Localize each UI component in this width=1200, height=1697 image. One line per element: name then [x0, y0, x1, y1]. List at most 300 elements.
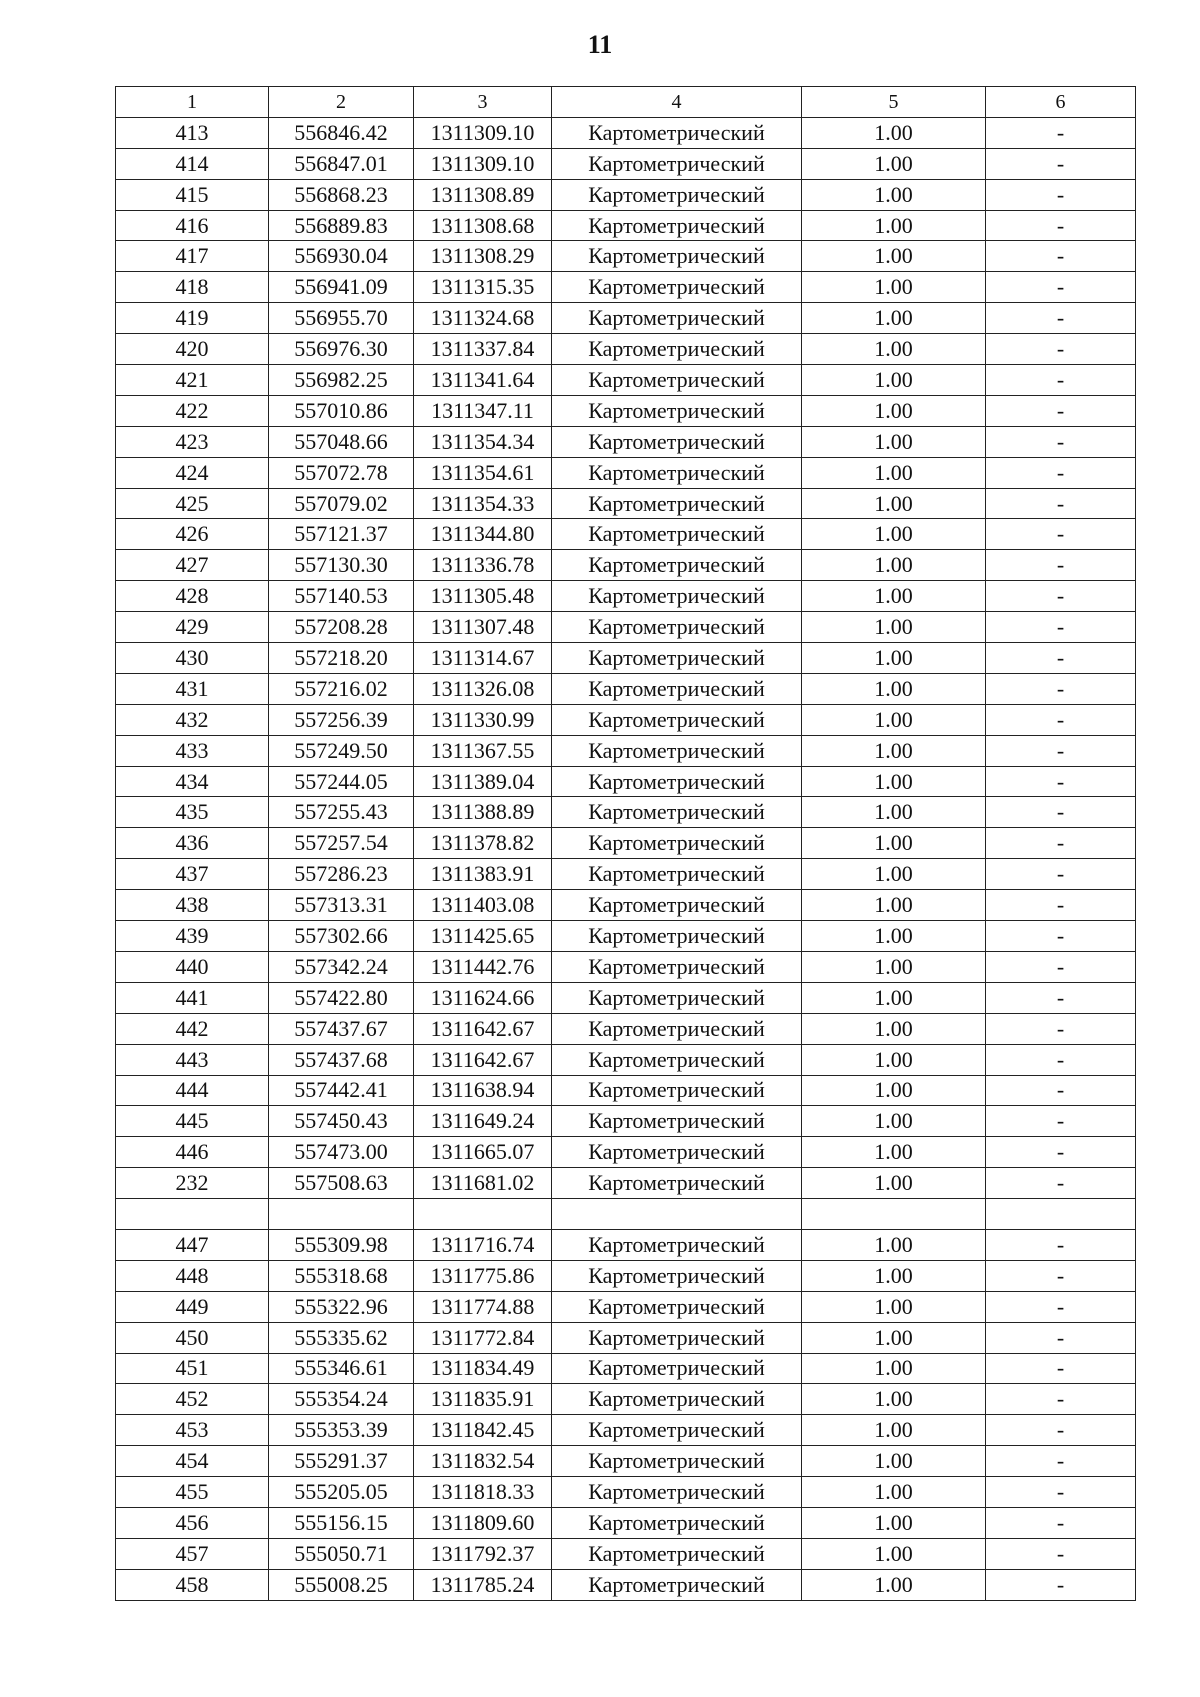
- point-number-cell: 416: [116, 210, 269, 241]
- description-cell: [986, 1199, 1136, 1230]
- x-coordinate-cell: 556976.30: [269, 334, 414, 365]
- y-coordinate-cell: 1311785.24: [414, 1569, 552, 1600]
- point-number-cell: 438: [116, 890, 269, 921]
- accuracy-cell: 1.00: [802, 395, 986, 426]
- x-coordinate-cell: 557442.41: [269, 1075, 414, 1106]
- table-row: [116, 581, 1136, 612]
- x-coordinate-cell: 555346.61: [269, 1353, 414, 1384]
- description-cell: -: [986, 921, 1136, 952]
- table-row: [116, 1291, 1136, 1322]
- point-number-cell: 430: [116, 643, 269, 674]
- y-coordinate-cell: 1311341.64: [414, 365, 552, 396]
- accuracy-cell: 1.00: [802, 1168, 986, 1199]
- description-cell: -: [986, 1075, 1136, 1106]
- description-cell: -: [986, 612, 1136, 643]
- accuracy-cell: 1.00: [802, 488, 986, 519]
- x-coordinate-cell: 557256.39: [269, 704, 414, 735]
- accuracy-cell: 1.00: [802, 1260, 986, 1291]
- table-row: [116, 117, 1136, 148]
- description-cell: -: [986, 395, 1136, 426]
- table-row: [116, 488, 1136, 519]
- y-coordinate-cell: 1311642.67: [414, 1044, 552, 1075]
- accuracy-cell: 1.00: [802, 426, 986, 457]
- y-coordinate-cell: 1311425.65: [414, 921, 552, 952]
- accuracy-cell: 1.00: [802, 457, 986, 488]
- table-row: [116, 673, 1136, 704]
- table-row: [116, 426, 1136, 457]
- accuracy-cell: 1.00: [802, 1477, 986, 1508]
- description-cell: -: [986, 519, 1136, 550]
- method-cell: Картометрический: [552, 365, 802, 396]
- point-number-cell: 443: [116, 1044, 269, 1075]
- method-cell: Картометрический: [552, 673, 802, 704]
- x-coordinate-cell: 557437.68: [269, 1044, 414, 1075]
- x-coordinate-cell: 557437.67: [269, 1013, 414, 1044]
- accuracy-cell: 1.00: [802, 365, 986, 396]
- header-cell-6: 6: [986, 87, 1136, 118]
- table-row: [116, 859, 1136, 890]
- method-cell: Картометрический: [552, 1044, 802, 1075]
- description-cell: -: [986, 797, 1136, 828]
- x-coordinate-cell: 557072.78: [269, 457, 414, 488]
- y-coordinate-cell: 1311326.08: [414, 673, 552, 704]
- description-cell: -: [986, 117, 1136, 148]
- accuracy-cell: 1.00: [802, 612, 986, 643]
- table-header: [116, 87, 1136, 118]
- description-cell: -: [986, 581, 1136, 612]
- description-cell: -: [986, 1168, 1136, 1199]
- x-coordinate-cell: 557130.30: [269, 550, 414, 581]
- table-row: [116, 1168, 1136, 1199]
- point-number-cell: 434: [116, 766, 269, 797]
- description-cell: -: [986, 488, 1136, 519]
- x-coordinate-cell: 557302.66: [269, 921, 414, 952]
- y-coordinate-cell: 1311818.33: [414, 1477, 552, 1508]
- description-cell: -: [986, 1260, 1136, 1291]
- table-row: [116, 1538, 1136, 1569]
- accuracy-cell: 1.00: [802, 951, 986, 982]
- point-number-cell: 440: [116, 951, 269, 982]
- description-cell: -: [986, 1538, 1136, 1569]
- y-coordinate-cell: 1311835.91: [414, 1384, 552, 1415]
- table-row: [116, 797, 1136, 828]
- x-coordinate-cell: 557244.05: [269, 766, 414, 797]
- x-coordinate-cell: 555309.98: [269, 1229, 414, 1260]
- method-cell: Картометрический: [552, 1013, 802, 1044]
- x-coordinate-cell: 557257.54: [269, 828, 414, 859]
- description-cell: -: [986, 457, 1136, 488]
- x-coordinate-cell: 557313.31: [269, 890, 414, 921]
- table-row: [116, 365, 1136, 396]
- accuracy-cell: 1.00: [802, 1415, 986, 1446]
- table-row: [116, 1569, 1136, 1600]
- point-number-cell: 444: [116, 1075, 269, 1106]
- header-row: [116, 87, 1136, 118]
- table-body: [116, 117, 1136, 1600]
- point-number-cell: 420: [116, 334, 269, 365]
- y-coordinate-cell: 1311642.67: [414, 1013, 552, 1044]
- method-cell: Картометрический: [552, 735, 802, 766]
- method-cell: Картометрический: [552, 1507, 802, 1538]
- y-coordinate-cell: 1311842.45: [414, 1415, 552, 1446]
- header-cell-4: 4: [552, 87, 802, 118]
- method-cell: Картометрический: [552, 457, 802, 488]
- table-row: [116, 519, 1136, 550]
- point-number-cell: 435: [116, 797, 269, 828]
- point-number-cell: 457: [116, 1538, 269, 1569]
- description-cell: -: [986, 1384, 1136, 1415]
- table-row: [116, 1044, 1136, 1075]
- x-coordinate-cell: 555205.05: [269, 1477, 414, 1508]
- y-coordinate-cell: 1311774.88: [414, 1291, 552, 1322]
- point-number-cell: 441: [116, 982, 269, 1013]
- x-coordinate-cell: 557255.43: [269, 797, 414, 828]
- y-coordinate-cell: 1311367.55: [414, 735, 552, 766]
- point-number-cell: 436: [116, 828, 269, 859]
- description-cell: -: [986, 1446, 1136, 1477]
- table-row: [116, 1199, 1136, 1230]
- method-cell: Картометрический: [552, 303, 802, 334]
- method-cell: Картометрический: [552, 704, 802, 735]
- point-number-cell: 413: [116, 117, 269, 148]
- method-cell: Картометрический: [552, 488, 802, 519]
- y-coordinate-cell: 1311354.34: [414, 426, 552, 457]
- x-coordinate-cell: 555156.15: [269, 1507, 414, 1538]
- method-cell: Картометрический: [552, 982, 802, 1013]
- y-coordinate-cell: 1311809.60: [414, 1507, 552, 1538]
- method-cell: Картометрический: [552, 334, 802, 365]
- table-row: [116, 766, 1136, 797]
- table-row: [116, 148, 1136, 179]
- description-cell: -: [986, 1477, 1136, 1508]
- description-cell: -: [986, 828, 1136, 859]
- y-coordinate-cell: 1311792.37: [414, 1538, 552, 1569]
- header-cell-5: 5: [802, 87, 986, 118]
- y-coordinate-cell: 1311308.29: [414, 241, 552, 272]
- y-coordinate-cell: 1311314.67: [414, 643, 552, 674]
- y-coordinate-cell: 1311681.02: [414, 1168, 552, 1199]
- x-coordinate-cell: 555322.96: [269, 1291, 414, 1322]
- header-cell-3: 3: [414, 87, 552, 118]
- x-coordinate-cell: 555008.25: [269, 1569, 414, 1600]
- x-coordinate-cell: 556930.04: [269, 241, 414, 272]
- method-cell: Картометрический: [552, 1137, 802, 1168]
- y-coordinate-cell: 1311638.94: [414, 1075, 552, 1106]
- table-row: [116, 1477, 1136, 1508]
- x-coordinate-cell: 557208.28: [269, 612, 414, 643]
- x-coordinate-cell: 557048.66: [269, 426, 414, 457]
- description-cell: -: [986, 982, 1136, 1013]
- y-coordinate-cell: 1311324.68: [414, 303, 552, 334]
- table-row: [116, 1075, 1136, 1106]
- description-cell: -: [986, 890, 1136, 921]
- accuracy-cell: 1.00: [802, 1446, 986, 1477]
- method-cell: Картометрический: [552, 1322, 802, 1353]
- y-coordinate-cell: 1311378.82: [414, 828, 552, 859]
- description-cell: -: [986, 365, 1136, 396]
- table-row: [116, 1322, 1136, 1353]
- table-row: [116, 179, 1136, 210]
- method-cell: Картометрический: [552, 643, 802, 674]
- method-cell: [552, 1199, 802, 1230]
- y-coordinate-cell: 1311308.68: [414, 210, 552, 241]
- point-number-cell: 232: [116, 1168, 269, 1199]
- y-coordinate-cell: 1311315.35: [414, 272, 552, 303]
- table-row: [116, 241, 1136, 272]
- accuracy-cell: 1.00: [802, 1538, 986, 1569]
- description-cell: -: [986, 148, 1136, 179]
- method-cell: Картометрический: [552, 1538, 802, 1569]
- description-cell: -: [986, 426, 1136, 457]
- accuracy-cell: 1.00: [802, 1137, 986, 1168]
- x-coordinate-cell: 555353.39: [269, 1415, 414, 1446]
- accuracy-cell: 1.00: [802, 921, 986, 952]
- description-cell: -: [986, 1229, 1136, 1260]
- accuracy-cell: 1.00: [802, 1507, 986, 1538]
- point-number-cell: 419: [116, 303, 269, 334]
- method-cell: Картометрический: [552, 426, 802, 457]
- x-coordinate-cell: 556889.83: [269, 210, 414, 241]
- x-coordinate-cell: 556868.23: [269, 179, 414, 210]
- table-row: [116, 272, 1136, 303]
- y-coordinate-cell: 1311354.61: [414, 457, 552, 488]
- accuracy-cell: 1.00: [802, 1569, 986, 1600]
- y-coordinate-cell: 1311330.99: [414, 704, 552, 735]
- point-number-cell: [116, 1199, 269, 1230]
- accuracy-cell: 1.00: [802, 1384, 986, 1415]
- x-coordinate-cell: 556941.09: [269, 272, 414, 303]
- description-cell: -: [986, 550, 1136, 581]
- accuracy-cell: 1.00: [802, 982, 986, 1013]
- accuracy-cell: 1.00: [802, 643, 986, 674]
- table-row: [116, 1415, 1136, 1446]
- method-cell: Картометрический: [552, 951, 802, 982]
- point-number-cell: 421: [116, 365, 269, 396]
- description-cell: -: [986, 272, 1136, 303]
- method-cell: Картометрический: [552, 1168, 802, 1199]
- accuracy-cell: 1.00: [802, 303, 986, 334]
- y-coordinate-cell: 1311336.78: [414, 550, 552, 581]
- x-coordinate-cell: 556847.01: [269, 148, 414, 179]
- point-number-cell: 424: [116, 457, 269, 488]
- method-cell: Картометрический: [552, 581, 802, 612]
- table-row: [116, 1137, 1136, 1168]
- point-number-cell: 445: [116, 1106, 269, 1137]
- header-cell-2: 2: [269, 87, 414, 118]
- y-coordinate-cell: 1311834.49: [414, 1353, 552, 1384]
- accuracy-cell: 1.00: [802, 1291, 986, 1322]
- table-row: [116, 1013, 1136, 1044]
- method-cell: Картометрический: [552, 797, 802, 828]
- method-cell: Картометрический: [552, 179, 802, 210]
- x-coordinate-cell: 555318.68: [269, 1260, 414, 1291]
- point-number-cell: 449: [116, 1291, 269, 1322]
- point-number-cell: 448: [116, 1260, 269, 1291]
- x-coordinate-cell: 557450.43: [269, 1106, 414, 1137]
- x-coordinate-cell: 557079.02: [269, 488, 414, 519]
- point-number-cell: 426: [116, 519, 269, 550]
- x-coordinate-cell: 557286.23: [269, 859, 414, 890]
- y-coordinate-cell: 1311403.08: [414, 890, 552, 921]
- point-number-cell: 415: [116, 179, 269, 210]
- table-row: [116, 921, 1136, 952]
- method-cell: Картометрический: [552, 828, 802, 859]
- table-row: [116, 1260, 1136, 1291]
- point-number-cell: 451: [116, 1353, 269, 1384]
- accuracy-cell: 1.00: [802, 859, 986, 890]
- method-cell: Картометрический: [552, 519, 802, 550]
- accuracy-cell: 1.00: [802, 148, 986, 179]
- coordinates-table: [115, 86, 1136, 1601]
- table-row: [116, 395, 1136, 426]
- method-cell: Картометрический: [552, 1229, 802, 1260]
- x-coordinate-cell: 557010.86: [269, 395, 414, 426]
- accuracy-cell: 1.00: [802, 797, 986, 828]
- point-number-cell: 428: [116, 581, 269, 612]
- table-row: [116, 1507, 1136, 1538]
- description-cell: -: [986, 704, 1136, 735]
- point-number-cell: 414: [116, 148, 269, 179]
- table-row: [116, 612, 1136, 643]
- description-cell: -: [986, 643, 1136, 674]
- x-coordinate-cell: 557121.37: [269, 519, 414, 550]
- point-number-cell: 417: [116, 241, 269, 272]
- accuracy-cell: 1.00: [802, 179, 986, 210]
- y-coordinate-cell: 1311388.89: [414, 797, 552, 828]
- description-cell: -: [986, 1415, 1136, 1446]
- table-row: [116, 643, 1136, 674]
- x-coordinate-cell: 557473.00: [269, 1137, 414, 1168]
- method-cell: Картометрический: [552, 148, 802, 179]
- description-cell: -: [986, 210, 1136, 241]
- accuracy-cell: 1.00: [802, 1322, 986, 1353]
- method-cell: Картометрический: [552, 272, 802, 303]
- y-coordinate-cell: 1311305.48: [414, 581, 552, 612]
- table-row: [116, 735, 1136, 766]
- accuracy-cell: 1.00: [802, 1044, 986, 1075]
- y-coordinate-cell: 1311716.74: [414, 1229, 552, 1260]
- point-number-cell: 456: [116, 1507, 269, 1538]
- method-cell: Картометрический: [552, 1075, 802, 1106]
- accuracy-cell: 1.00: [802, 334, 986, 365]
- x-coordinate-cell: 556955.70: [269, 303, 414, 334]
- point-number-cell: 427: [116, 550, 269, 581]
- description-cell: -: [986, 241, 1136, 272]
- table-row: [116, 303, 1136, 334]
- accuracy-cell: 1.00: [802, 673, 986, 704]
- method-cell: Картометрический: [552, 1384, 802, 1415]
- y-coordinate-cell: 1311309.10: [414, 117, 552, 148]
- point-number-cell: 423: [116, 426, 269, 457]
- x-coordinate-cell: 557342.24: [269, 951, 414, 982]
- description-cell: -: [986, 766, 1136, 797]
- y-coordinate-cell: [414, 1199, 552, 1230]
- method-cell: Картометрический: [552, 612, 802, 643]
- y-coordinate-cell: 1311383.91: [414, 859, 552, 890]
- y-coordinate-cell: 1311354.33: [414, 488, 552, 519]
- description-cell: -: [986, 951, 1136, 982]
- description-cell: -: [986, 334, 1136, 365]
- y-coordinate-cell: 1311442.76: [414, 951, 552, 982]
- accuracy-cell: 1.00: [802, 1229, 986, 1260]
- y-coordinate-cell: 1311307.48: [414, 612, 552, 643]
- point-number-cell: 442: [116, 1013, 269, 1044]
- method-cell: Картометрический: [552, 210, 802, 241]
- method-cell: Картометрический: [552, 890, 802, 921]
- table-row: [116, 1446, 1136, 1477]
- table-row: [116, 982, 1136, 1013]
- accuracy-cell: 1.00: [802, 241, 986, 272]
- point-number-cell: 425: [116, 488, 269, 519]
- y-coordinate-cell: 1311337.84: [414, 334, 552, 365]
- y-coordinate-cell: 1311344.80: [414, 519, 552, 550]
- x-coordinate-cell: 557218.20: [269, 643, 414, 674]
- y-coordinate-cell: 1311624.66: [414, 982, 552, 1013]
- method-cell: Картометрический: [552, 1477, 802, 1508]
- table-row: [116, 334, 1136, 365]
- point-number-cell: 437: [116, 859, 269, 890]
- table-row: [116, 210, 1136, 241]
- accuracy-cell: 1.00: [802, 1013, 986, 1044]
- x-coordinate-cell: 557508.63: [269, 1168, 414, 1199]
- x-coordinate-cell: 556846.42: [269, 117, 414, 148]
- method-cell: Картометрический: [552, 766, 802, 797]
- accuracy-cell: 1.00: [802, 766, 986, 797]
- x-coordinate-cell: 555354.24: [269, 1384, 414, 1415]
- table-row: [116, 1229, 1136, 1260]
- method-cell: Картометрический: [552, 1106, 802, 1137]
- method-cell: Картометрический: [552, 1415, 802, 1446]
- table-row: [116, 890, 1136, 921]
- point-number-cell: 429: [116, 612, 269, 643]
- table-row: [116, 1353, 1136, 1384]
- accuracy-cell: 1.00: [802, 735, 986, 766]
- y-coordinate-cell: 1311389.04: [414, 766, 552, 797]
- accuracy-cell: 1.00: [802, 1106, 986, 1137]
- accuracy-cell: 1.00: [802, 1075, 986, 1106]
- method-cell: Картометрический: [552, 1291, 802, 1322]
- y-coordinate-cell: 1311665.07: [414, 1137, 552, 1168]
- accuracy-cell: 1.00: [802, 890, 986, 921]
- table-row: [116, 550, 1136, 581]
- table-row: [116, 1384, 1136, 1415]
- point-number-cell: 452: [116, 1384, 269, 1415]
- description-cell: -: [986, 735, 1136, 766]
- description-cell: -: [986, 179, 1136, 210]
- method-cell: Картометрический: [552, 921, 802, 952]
- method-cell: Картометрический: [552, 550, 802, 581]
- method-cell: Картометрический: [552, 1260, 802, 1291]
- method-cell: Картометрический: [552, 1569, 802, 1600]
- x-coordinate-cell: 556982.25: [269, 365, 414, 396]
- method-cell: Картометрический: [552, 1353, 802, 1384]
- table-row: [116, 704, 1136, 735]
- point-number-cell: 453: [116, 1415, 269, 1446]
- x-coordinate-cell: 555291.37: [269, 1446, 414, 1477]
- description-cell: -: [986, 1291, 1136, 1322]
- y-coordinate-cell: 1311775.86: [414, 1260, 552, 1291]
- accuracy-cell: 1.00: [802, 828, 986, 859]
- x-coordinate-cell: 557216.02: [269, 673, 414, 704]
- table-row: [116, 951, 1136, 982]
- point-number-cell: 458: [116, 1569, 269, 1600]
- y-coordinate-cell: 1311309.10: [414, 148, 552, 179]
- accuracy-cell: 1.00: [802, 1353, 986, 1384]
- method-cell: Картометрический: [552, 395, 802, 426]
- description-cell: -: [986, 1013, 1136, 1044]
- table-row: [116, 457, 1136, 488]
- table-row: [116, 828, 1136, 859]
